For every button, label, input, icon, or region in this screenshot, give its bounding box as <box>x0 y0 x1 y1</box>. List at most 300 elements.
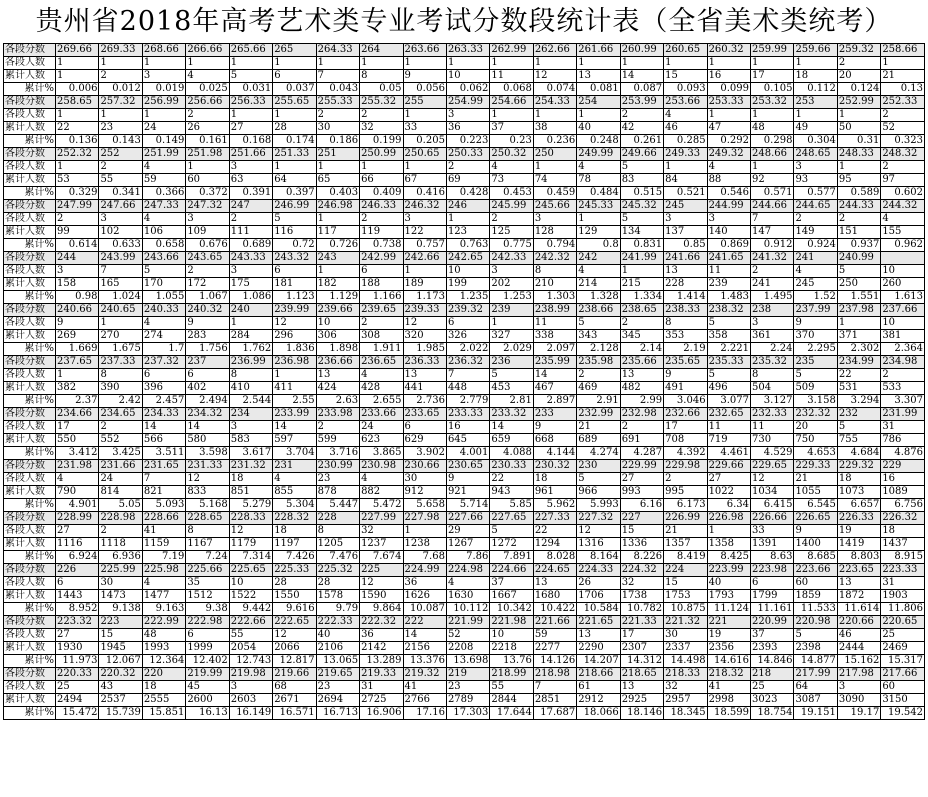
cell-pct: 0.689 <box>229 239 272 252</box>
row-cum <box>4 486 925 499</box>
cell-score: 228.99 <box>56 512 99 525</box>
cell-score: 225.99 <box>99 564 142 577</box>
cell-cum: 453 <box>490 382 533 395</box>
cell-score: 235.33 <box>707 356 750 369</box>
cell-score: 246.32 <box>403 200 446 213</box>
page-title: 贵州省2018年高考艺术类专业考试分数段统计表（全省美术类统考） <box>35 6 893 37</box>
cell-count: 14 <box>533 369 576 382</box>
cell-cum: 2600 <box>186 694 229 707</box>
cell-count: 1 <box>577 109 620 122</box>
cell-count: 8 <box>533 265 576 278</box>
cell-score: 224.66 <box>490 564 533 577</box>
row-pct <box>4 395 925 408</box>
cell-cum: 1578 <box>316 590 359 603</box>
cell-cum: 214 <box>577 278 620 291</box>
cell-pct: 1.52 <box>794 291 837 304</box>
cell-cum: 1022 <box>707 486 750 499</box>
cell-count: 4 <box>446 577 489 590</box>
cell-count: 7 <box>533 681 576 694</box>
cell-count: 5 <box>707 369 750 382</box>
cell-score: 258.66 <box>881 44 925 57</box>
cell-count: 1 <box>273 109 316 122</box>
cell-cum: 597 <box>273 434 316 447</box>
cell-count: 2 <box>99 161 142 174</box>
cell-pct: 0.223 <box>446 135 489 148</box>
cell-cum: 2393 <box>751 642 794 655</box>
cell-score: 234 <box>229 408 272 421</box>
cell-score: 253 <box>794 96 837 109</box>
cell-count: 2 <box>577 369 620 382</box>
cell-cum: 1 <box>56 70 99 83</box>
cell-count: 5 <box>490 525 533 538</box>
cell-pct: 2.99 <box>620 395 663 408</box>
cell-score: 226.66 <box>751 512 794 525</box>
cell-score: 250.65 <box>403 148 446 161</box>
cell-count: 1 <box>273 161 316 174</box>
cell-score: 219.32 <box>403 668 446 681</box>
cell-pct: 0.869 <box>707 239 750 252</box>
cell-cum: 53 <box>56 174 99 187</box>
cell-count: 4 <box>273 473 316 486</box>
cell-score: 252.32 <box>56 148 99 161</box>
cell-count: 1 <box>360 57 403 70</box>
cell-score: 252.99 <box>837 96 880 109</box>
cell-cum: 1443 <box>56 590 99 603</box>
cell-cum: 60 <box>186 174 229 187</box>
cell-count: 2 <box>360 213 403 226</box>
cell-pct: 0.602 <box>881 187 925 200</box>
cell-pct: 15.317 <box>881 655 925 668</box>
cell-count: 1 <box>577 213 620 226</box>
cell-count: 1 <box>490 57 533 70</box>
cell-pct: 6.545 <box>794 499 837 512</box>
cell-count: 4 <box>664 109 707 122</box>
cell-score: 237 <box>186 356 229 369</box>
cell-pct: 0.614 <box>56 239 99 252</box>
cell-cum: 1753 <box>664 590 707 603</box>
row-count <box>4 577 925 590</box>
cell-pct: 19.17 <box>837 707 880 720</box>
cell-pct: 0.285 <box>664 135 707 148</box>
cell-score: 225.32 <box>316 564 359 577</box>
cell-cum: 912 <box>403 486 446 499</box>
cell-score: 234.98 <box>881 356 925 369</box>
cell-score: 232.33 <box>751 408 794 421</box>
row-cum <box>4 694 925 707</box>
cell-cum: 1400 <box>794 538 837 551</box>
cell-cum: 64 <box>273 174 316 187</box>
cell-pct: 9.442 <box>229 603 272 616</box>
row-label-cum: 累计人数 <box>4 642 56 655</box>
cell-score: 255.33 <box>316 96 359 109</box>
cell-cum: 2469 <box>881 642 925 655</box>
cell-cum: 13 <box>577 70 620 83</box>
row-cum <box>4 122 925 135</box>
cell-cum: 99 <box>56 226 99 239</box>
cell-cum: 172 <box>186 278 229 291</box>
cell-pct: 0.186 <box>316 135 359 148</box>
cell-cum: 411 <box>273 382 316 395</box>
cell-count: 30 <box>403 473 446 486</box>
cell-cum: 158 <box>56 278 99 291</box>
cell-count: 36 <box>403 577 446 590</box>
cell-cum: 370 <box>794 330 837 343</box>
cell-count: 1 <box>56 369 99 382</box>
cell-cum: 1336 <box>620 538 663 551</box>
cell-count: 64 <box>794 681 837 694</box>
cell-cum: 42 <box>620 122 663 135</box>
cell-pct: 1.067 <box>186 291 229 304</box>
cell-pct: 0.794 <box>533 239 576 252</box>
cell-count: 2 <box>56 213 99 226</box>
cell-cum: 855 <box>273 486 316 499</box>
cell-pct: 0.757 <box>403 239 446 252</box>
cell-score: 230.32 <box>533 460 576 473</box>
cell-pct: 5.993 <box>577 499 620 512</box>
cell-count: 2 <box>186 265 229 278</box>
cell-pct: 5.304 <box>273 499 316 512</box>
cell-score: 220.65 <box>881 616 925 629</box>
row-label-count: 各段人数 <box>4 369 56 382</box>
row-score <box>4 356 925 369</box>
cell-pct: 5.658 <box>403 499 446 512</box>
cell-cum: 245 <box>794 278 837 291</box>
cell-score: 221.32 <box>664 616 707 629</box>
cell-cum: 491 <box>664 382 707 395</box>
cell-cum: 250 <box>837 278 880 291</box>
cell-cum: 1437 <box>881 538 925 551</box>
cell-pct: 4.529 <box>751 447 794 460</box>
row-label-count: 各段人数 <box>4 57 56 70</box>
cell-score: 249.33 <box>664 148 707 161</box>
cell-pct: 7.68 <box>403 551 446 564</box>
cell-score: 244 <box>56 252 99 265</box>
cell-score: 253.66 <box>664 96 707 109</box>
cell-count: 30 <box>99 577 142 590</box>
cell-count: 2 <box>360 109 403 122</box>
cell-pct: 17.303 <box>446 707 489 720</box>
cell-pct: 1.055 <box>142 291 185 304</box>
cell-score: 238.99 <box>533 304 576 317</box>
cell-pct: 1.669 <box>56 343 99 356</box>
cell-cum: 2356 <box>707 642 750 655</box>
cell-count: 7 <box>142 473 185 486</box>
cell-count: 1 <box>403 525 446 538</box>
cell-score: 249.32 <box>707 148 750 161</box>
cell-score: 226.33 <box>837 512 880 525</box>
cell-count: 27 <box>620 473 663 486</box>
cell-score: 226 <box>56 564 99 577</box>
cell-count: 3 <box>229 421 272 434</box>
cell-cum: 66 <box>360 174 403 187</box>
row-label-cum: 累计人数 <box>4 122 56 135</box>
cell-cum: 269 <box>56 330 99 343</box>
cell-pct: 5.168 <box>186 499 229 512</box>
cell-score: 223.33 <box>881 564 925 577</box>
cell-cum: 49 <box>794 122 837 135</box>
cell-score: 221.65 <box>577 616 620 629</box>
cell-cum: 361 <box>751 330 794 343</box>
row-label-cum: 累计人数 <box>4 694 56 707</box>
row-label-cum: 累计人数 <box>4 330 56 343</box>
cell-pct: 1.898 <box>316 343 359 356</box>
cell-score: 234.99 <box>837 356 880 369</box>
row-label-cum: 累计人数 <box>4 538 56 551</box>
cell-cum: 47 <box>707 122 750 135</box>
cell-count: 21 <box>794 473 837 486</box>
cell-score: 227.98 <box>403 512 446 525</box>
row-pct <box>4 551 925 564</box>
cell-cum: 83 <box>620 174 663 187</box>
cell-pct: 1.551 <box>837 291 880 304</box>
row-pct <box>4 291 925 304</box>
cell-pct: 2.494 <box>186 395 229 408</box>
row-cum <box>4 642 925 655</box>
row-label-score: 各段分数 <box>4 44 56 57</box>
cell-score: 219.66 <box>273 668 316 681</box>
cell-count: 1 <box>490 109 533 122</box>
cell-pct: 0.962 <box>881 239 925 252</box>
cell-score: 220.98 <box>794 616 837 629</box>
cell-count: 28 <box>316 577 359 590</box>
row-label-count: 各段人数 <box>4 681 56 694</box>
cell-cum: 469 <box>577 382 620 395</box>
cell-cum: 1793 <box>707 590 750 603</box>
cell-pct: 2.097 <box>533 343 576 356</box>
cell-cum: 189 <box>403 278 446 291</box>
cell-count: 5 <box>273 213 316 226</box>
cell-score: 241.99 <box>620 252 663 265</box>
cell-score: 247.32 <box>186 200 229 213</box>
cell-score: 228.33 <box>229 512 272 525</box>
cell-pct: 8.915 <box>881 551 925 564</box>
cell-score: 230.33 <box>490 460 533 473</box>
cell-score: 260.65 <box>664 44 707 57</box>
row-label-cum: 累计人数 <box>4 486 56 499</box>
row-score <box>4 668 925 681</box>
cell-score: 224.32 <box>620 564 663 577</box>
cell-count: 1 <box>446 213 489 226</box>
cell-count: 1 <box>186 57 229 70</box>
cell-count: 1 <box>620 57 663 70</box>
cell-cum: 2106 <box>316 642 359 655</box>
cell-score: 256.33 <box>229 96 272 109</box>
row-label-score: 各段分数 <box>4 96 56 109</box>
cell-pct: 10.782 <box>620 603 663 616</box>
cell-pct: 0.521 <box>664 187 707 200</box>
cell-pct: 2.295 <box>794 343 837 356</box>
cell-score: 223.32 <box>56 616 99 629</box>
cell-cum: 668 <box>533 434 576 447</box>
cell-score: 224.98 <box>446 564 489 577</box>
score-distribution-table <box>3 43 925 720</box>
row-label-count: 各段人数 <box>4 421 56 434</box>
cell-cum: 239 <box>707 278 750 291</box>
cell-score: 269.66 <box>56 44 99 57</box>
cell-score: 228.32 <box>273 512 316 525</box>
cell-cum: 2444 <box>837 642 880 655</box>
cell-cum: 283 <box>186 330 229 343</box>
cell-pct: 10.584 <box>577 603 620 616</box>
cell-cum: 134 <box>620 226 663 239</box>
cell-score: 233.98 <box>316 408 359 421</box>
row-label-count: 各段人数 <box>4 525 56 538</box>
cell-pct: 0.341 <box>99 187 142 200</box>
cell-score: 246.99 <box>273 200 316 213</box>
row-label-pct: 累计% <box>4 135 56 148</box>
cell-pct: 18.599 <box>707 707 750 720</box>
cell-count: 5 <box>577 317 620 330</box>
cell-pct: 6.415 <box>751 499 794 512</box>
cell-count: 3 <box>490 265 533 278</box>
cell-cum: 2844 <box>490 694 533 707</box>
cell-score: 220.99 <box>751 616 794 629</box>
cell-count: 32 <box>360 525 403 538</box>
cell-cum: 52 <box>881 122 925 135</box>
cell-score: 222.33 <box>316 616 359 629</box>
cell-score: 242.66 <box>403 252 446 265</box>
cell-pct: 0.081 <box>577 83 620 96</box>
cell-count: 2 <box>620 317 663 330</box>
cell-pct: 16.13 <box>186 707 229 720</box>
cell-cum: 343 <box>577 330 620 343</box>
row-label-count: 各段人数 <box>4 629 56 642</box>
row-pct <box>4 707 925 720</box>
cell-count: 25 <box>881 629 925 642</box>
cell-count: 6 <box>273 265 316 278</box>
cell-pct: 0.397 <box>273 187 316 200</box>
row-label-pct: 累计% <box>4 551 56 564</box>
cell-score: 251.99 <box>142 148 185 161</box>
cell-score: 259.99 <box>751 44 794 57</box>
row-label-score: 各段分数 <box>4 512 56 525</box>
cell-cum: 23 <box>99 122 142 135</box>
cell-count: 20 <box>794 421 837 434</box>
cell-count: 25 <box>751 681 794 694</box>
cell-cum: 1930 <box>56 642 99 655</box>
row-score <box>4 96 925 109</box>
row-label-score: 各段分数 <box>4 304 56 317</box>
cell-count: 14 <box>403 629 446 642</box>
cell-cum: 78 <box>577 174 620 187</box>
cell-score: 226.98 <box>707 512 750 525</box>
cell-count: 2 <box>881 109 925 122</box>
cell-score: 236.98 <box>273 356 316 369</box>
row-pct <box>4 655 925 668</box>
cell-cum: 390 <box>99 382 142 395</box>
cell-score: 223.99 <box>707 564 750 577</box>
cell-score: 251.33 <box>273 148 316 161</box>
cell-score: 227.66 <box>446 512 489 525</box>
cell-cum: 550 <box>56 434 99 447</box>
cell-cum: 730 <box>751 434 794 447</box>
cell-count: 13 <box>577 629 620 642</box>
cell-score: 230.66 <box>403 460 446 473</box>
cell-score: 254.66 <box>490 96 533 109</box>
cell-pct: 0.831 <box>620 239 663 252</box>
cell-cum: 65 <box>316 174 359 187</box>
cell-cum: 37 <box>490 122 533 135</box>
cell-pct: 1.024 <box>99 291 142 304</box>
cell-count: 11 <box>533 317 576 330</box>
cell-pct: 2.55 <box>273 395 316 408</box>
cell-cum: 566 <box>142 434 185 447</box>
cell-pct: 9.616 <box>273 603 316 616</box>
cell-score: 266.66 <box>186 44 229 57</box>
cell-pct: 5.05 <box>99 499 142 512</box>
cell-pct: 4.653 <box>794 447 837 460</box>
cell-score: 239.33 <box>403 304 446 317</box>
row-count <box>4 421 925 434</box>
cell-score: 239 <box>490 304 533 317</box>
cell-count: 8 <box>229 369 272 382</box>
cell-cum: 308 <box>360 330 403 343</box>
cell-cum: 381 <box>881 330 925 343</box>
row-label-score: 各段分数 <box>4 200 56 213</box>
cell-score: 233.32 <box>490 408 533 421</box>
cell-count: 24 <box>360 421 403 434</box>
cell-score: 253.99 <box>620 96 663 109</box>
cell-cum: 2555 <box>142 694 185 707</box>
cell-pct: 3.617 <box>229 447 272 460</box>
cell-pct: 7.19 <box>142 551 185 564</box>
row-count <box>4 109 925 122</box>
cell-cum: 1089 <box>881 486 925 499</box>
cell-cum: 755 <box>837 434 880 447</box>
cell-count: 5 <box>837 265 880 278</box>
cell-cum: 274 <box>142 330 185 343</box>
cell-pct: 2.42 <box>99 395 142 408</box>
cell-cum: 33 <box>403 122 446 135</box>
cell-count: 3 <box>664 213 707 226</box>
cell-score: 235.98 <box>577 356 620 369</box>
cell-cum: 175 <box>229 278 272 291</box>
cell-score: 269.33 <box>99 44 142 57</box>
cell-count: 1 <box>794 109 837 122</box>
cell-score: 259.66 <box>794 44 837 57</box>
cell-count: 5 <box>794 369 837 382</box>
cell-count: 17 <box>56 421 99 434</box>
cell-score: 219.65 <box>316 668 359 681</box>
cell-pct: 3.425 <box>99 447 142 460</box>
cell-score: 261.66 <box>577 44 620 57</box>
cell-pct: 14.877 <box>794 655 837 668</box>
cell-score: 242.32 <box>533 252 576 265</box>
cell-score: 225.33 <box>273 564 316 577</box>
cell-cum: 396 <box>142 382 185 395</box>
cell-score: 246.33 <box>360 200 403 213</box>
cell-pct: 4.876 <box>881 447 925 460</box>
cell-pct: 1.303 <box>533 291 576 304</box>
cell-cum: 119 <box>360 226 403 239</box>
cell-count: 2 <box>316 109 359 122</box>
cell-score: 219.98 <box>229 668 272 681</box>
cell-count: 1 <box>142 57 185 70</box>
cell-cum: 482 <box>620 382 663 395</box>
row-label-count: 各段人数 <box>4 317 56 330</box>
cell-cum: 3150 <box>881 694 925 707</box>
cell-count: 2 <box>316 421 359 434</box>
cell-count: 6 <box>751 577 794 590</box>
cell-count: 9 <box>794 525 837 538</box>
cell-score: 246.98 <box>316 200 359 213</box>
cell-pct: 17.687 <box>533 707 576 720</box>
cell-cum: 2290 <box>577 642 620 655</box>
row-count <box>4 369 925 382</box>
cell-pct: 13.698 <box>446 655 489 668</box>
cell-cum: 155 <box>881 226 925 239</box>
cell-count: 18 <box>837 473 880 486</box>
